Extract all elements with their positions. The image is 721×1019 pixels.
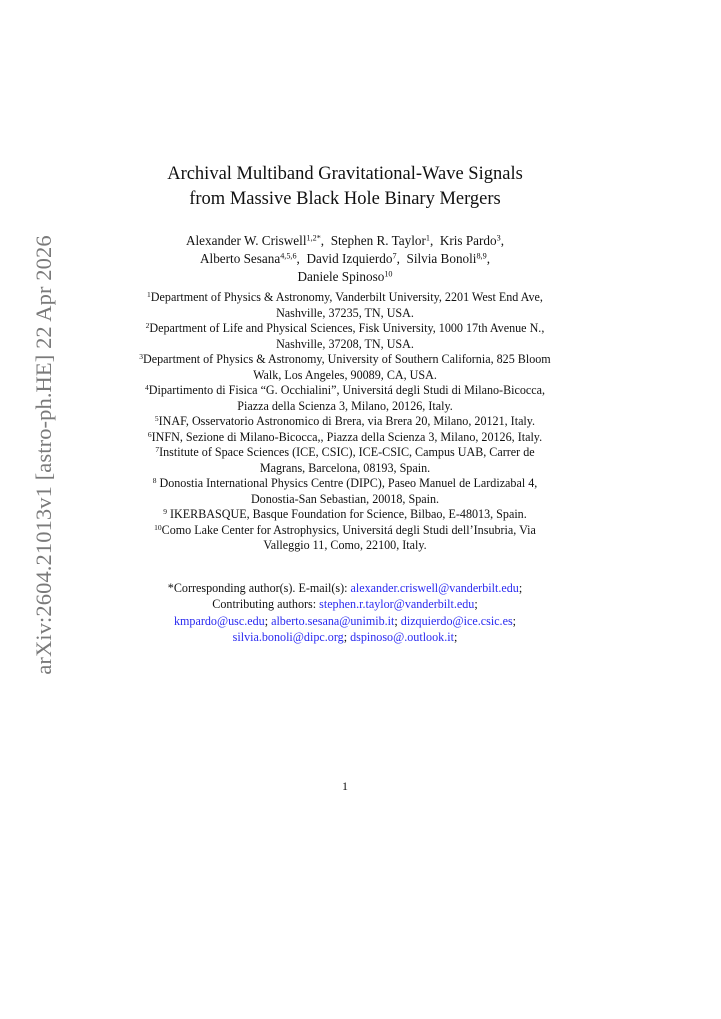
author: Kris Pardo$^3$,	[439, 233, 505, 248]
email-link[interactable]: dspinoso@.outlook.it	[350, 630, 454, 644]
affiliation: $^4$Dipartimento di Fisica “G. Occhialini”, Universitá degli Studi di Milano-Bicocca, Piazza della Scienza 3, Milano, 20126, Italy.	[144, 382, 546, 413]
affiliation: $^6$INFN, Sezione di Milano-Bicocca,, Piazza della Scienza 3, Milano, 20126, Italy.	[147, 429, 543, 444]
paper-title	[135, 162, 555, 212]
author: David Izquierdo$^7$,	[306, 251, 400, 266]
author: Alberto Sesana$^{4,5,6}$,	[200, 251, 300, 266]
affiliation: $^7$Institute of Space Sciences (ICE, CSIC), ICE-CSIC, Campus UAB, Carrer de Magrans, Barcelona, 08193, Spain.	[155, 444, 535, 475]
affiliation: $^3$Department of Physics & Astronomy, University of Southern California, 825 Bloom Walk, Los Angeles, 90089, CA, USA.	[139, 351, 551, 382]
affiliation: $^{10}$Como Lake Center for Astrophysics, Universitá degli Studi dell’Insubria, Via Valleggio 11, Como, 22100, Italy.	[154, 522, 536, 552]
author-list	[135, 232, 555, 286]
email-link[interactable]: silvia.bonoli@dipc.org	[232, 630, 344, 644]
email-link[interactable]: alexander.criswell@vanderbilt.edu	[350, 580, 519, 595]
correspondence-block: *Corresponding author(s). E-mail(s): alexander.criswell@vanderbilt.edu; Contributing authors: stephen.r.taylor@vanderbilt.edu; kmpardo@usc.edu; alberto.sesana@unimib.it; dizquierdo@ice.csic.es; silvia.bonoli@dipc.org; dspinoso@.outlook.it;	[167, 580, 523, 644]
contributing-label: Contributing authors:	[212, 597, 317, 611]
email-link[interactable]: stephen.r.taylor@vanderbilt.edu	[319, 597, 475, 611]
affiliation: $^8$ Donostia International Physics Centre (DIPC), Paseo Manuel de Lardizabal 4, Donostia-San Sebastian, 20018, Spain.	[152, 475, 538, 506]
corresponding-label: *Corresponding author(s). E-mail(s):	[167, 580, 348, 595]
title-line: Archival Multiband Gravitational-Wave Signals	[167, 164, 523, 184]
affiliation: $^2$Department of Life and Physical Sciences, Fisk University, 1000 17th Avenue N., Nashville, 37208, TN, USA.	[145, 320, 545, 351]
email-link[interactable]: alberto.sesana@unimib.it	[271, 613, 395, 628]
affiliation: $^1$Department of Physics & Astronomy, Vanderbilt University, 2201 West End Ave, Nashville, 37235, TN, USA.	[147, 289, 543, 320]
email-link[interactable]: kmpardo@usc.edu	[173, 613, 265, 628]
title-line: from Massive Black Hole Binary Mergers	[189, 189, 501, 209]
author: Alexander W. Criswell$^{1,2*}$,	[185, 233, 325, 248]
page-number: 1	[342, 779, 348, 793]
front-matter	[135, 162, 555, 646]
email-link[interactable]: dizquierdo@ice.csic.es	[400, 613, 513, 628]
author: Stephen R. Taylor$^1$,	[330, 233, 434, 248]
author: Daniele Spinoso$^{10}$	[297, 269, 393, 284]
arxiv-identifier-stamp: arXiv:2604.21013v1 [astro-ph.HE] 22 Apr 2026	[31, 235, 56, 675]
affiliation: $^9$ IKERBASQUE, Basque Foundation for Science, Bilbao, E-48013, Spain.	[163, 506, 527, 521]
affiliation: $^5$INAF, Osservatorio Astronomico di Brera, via Brera 20, Milano, 20121, Italy.	[154, 413, 536, 428]
author: Silvia Bonoli$^{8,9}$,	[406, 251, 490, 266]
affiliation-list	[135, 290, 555, 554]
